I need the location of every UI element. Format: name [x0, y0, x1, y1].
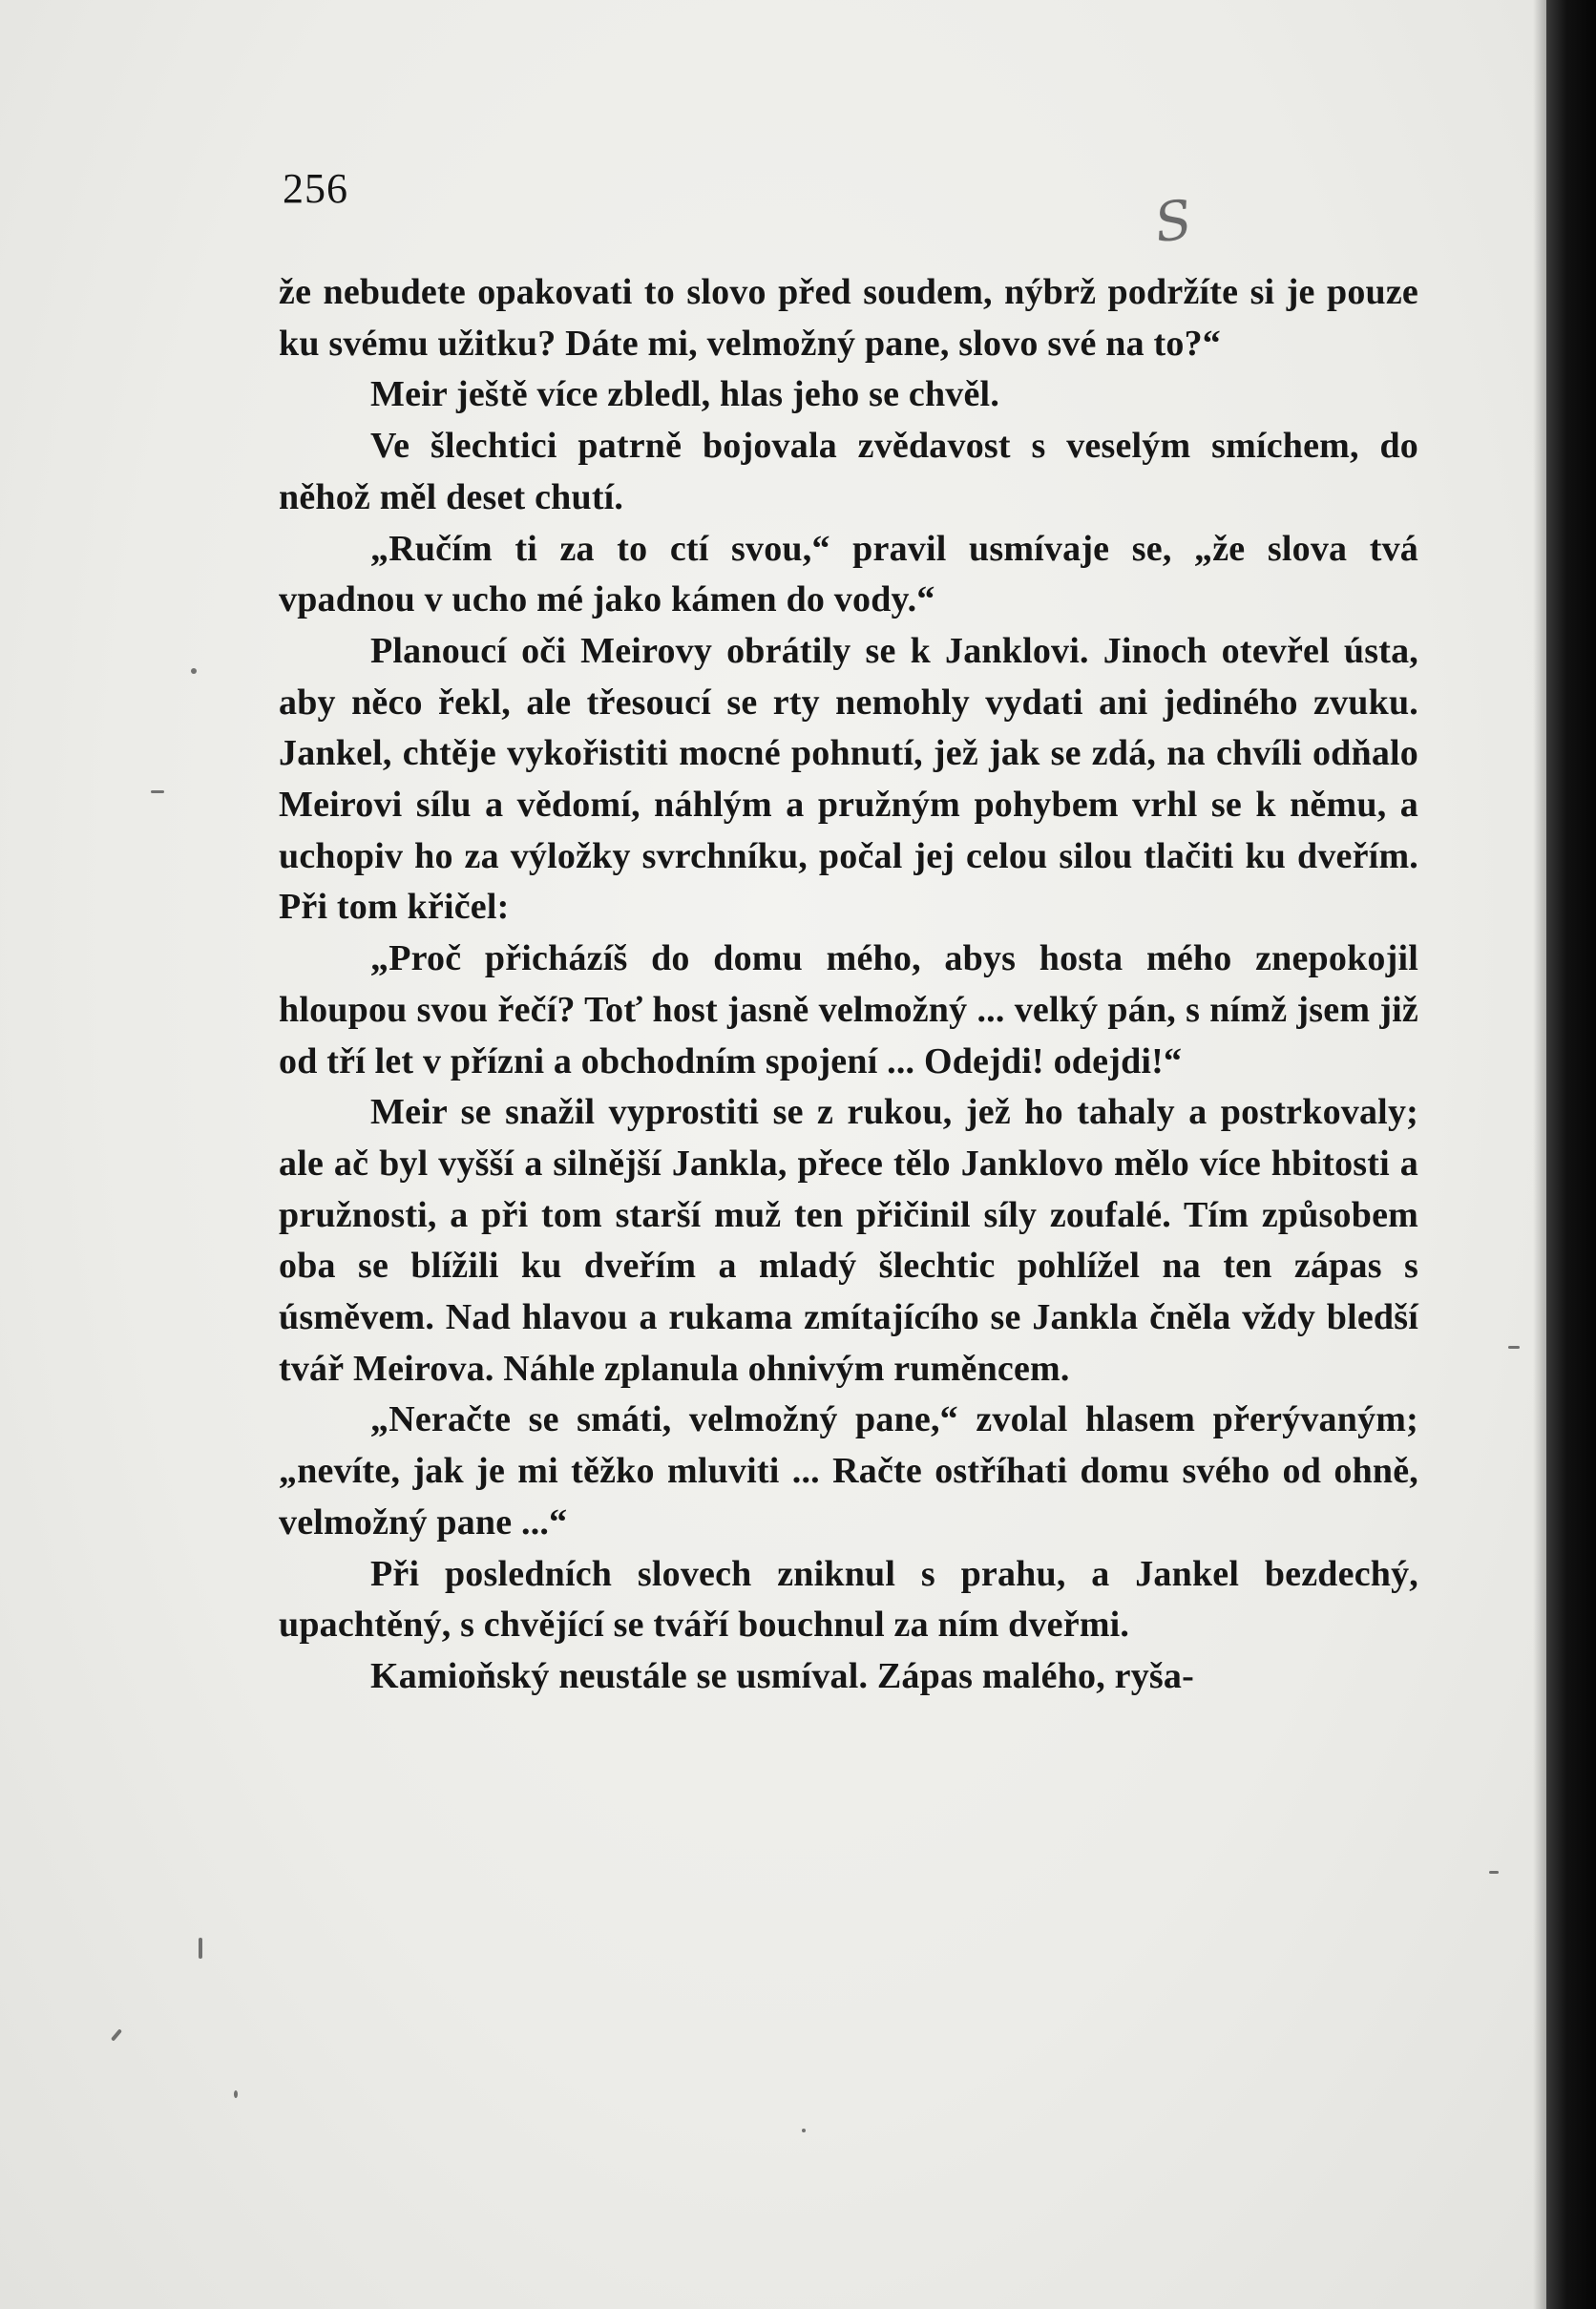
paragraph: Ve šlechtici patrně bojovala zvědavost s veselým smíchem, do něhož měl deset chutí.	[279, 426, 1418, 517]
paragraph: „Neračte se smáti, velmožný pane,“ zvolal hlasem přerývaným; „nevíte, jak je mi těžko mluviti ... Račte ostříhati domu svého od ohně, velmožný pane ...“	[279, 1399, 1418, 1543]
page-number: 256	[283, 165, 348, 212]
paragraph: „Proč přicházíš do domu mého, abys hosta mého znepokojil hloupou svou řečí? Toť host jasně velmožný ... velký pán, s nímž jsem již od tří let v přízni a obchodním spojení ... Odejdi! odejdi!“	[279, 938, 1418, 1081]
scan-speck	[111, 2028, 122, 2041]
scan-border	[1546, 0, 1596, 2309]
paragraph: Planoucí oči Meirovy obrátily se k Janklovi. Jinoch otevřel ústa, aby něco řekl, ale třesoucí se rty nemohly vydati ani jediného zvuku. Jankel, chtěje vykořistiti mocné pohnutí, jež jak se zdá, na chvíli odňalo Meirovi sílu a vědomí, náhlým a pružným pohybem vrhl se k němu, a uchopiv ho za výložky svrchníku, počal jej celou silou tlačiti ku dveřím. Při tom křičel:	[279, 630, 1418, 928]
scan-speck	[802, 2129, 806, 2132]
paragraph: Meir ještě více zbledl, hlas jeho se chvěl.	[370, 374, 1000, 415]
scan-speck	[191, 668, 197, 674]
scan-speck	[1508, 1346, 1520, 1349]
paragraph: „Ručím ti za to ctí svou,“ pravil usmívaje se, „že slova tvá vpadnou v ucho mé jako kámen do vody.“	[279, 528, 1418, 620]
scan-speck	[234, 2090, 238, 2098]
scan-speck	[1489, 1871, 1499, 1874]
page-gutter-shadow	[1533, 0, 1546, 2309]
scan-speck	[199, 1938, 202, 1959]
scan-speck	[151, 790, 164, 793]
paragraph: že nebudete opakovati to slovo před soudem, nýbrž podržíte si je pouze ku svému užitku? Dáte mi, velmožný pane, slovo své na to?“	[279, 272, 1418, 364]
body-text	[279, 267, 1418, 1703]
paragraph: Při posledních slovech zniknul s prahu, a Jankel bezdechý, upachtěný, s chvějící se tváří bouchnul za ním dveřmi.	[279, 1553, 1418, 1646]
paragraph: Meir se snažil vyprostiti se z rukou, jež ho tahaly a postrkovaly; ale ač byl vyšší a silnější Jankla, přece tělo Janklovo mělo více hbitosti a pružnosti, a při tom starší muž ten přičinil síly zoufalé. Tím způsobem oba se blížili ku dveřím a mladý šlechtic pohlížel na ten zápas s úsměvem. Nad hlavou a rukama zmítajícího se Jankla čněla vždy bledší tvář Meirova. Náhle zplanula ohnivým ruměncem.	[279, 1092, 1418, 1389]
pencil-margin-note: S	[1150, 188, 1196, 256]
paragraph: Kamioňský neustále se usmíval. Zápas malého, ryša-	[370, 1655, 1194, 1696]
